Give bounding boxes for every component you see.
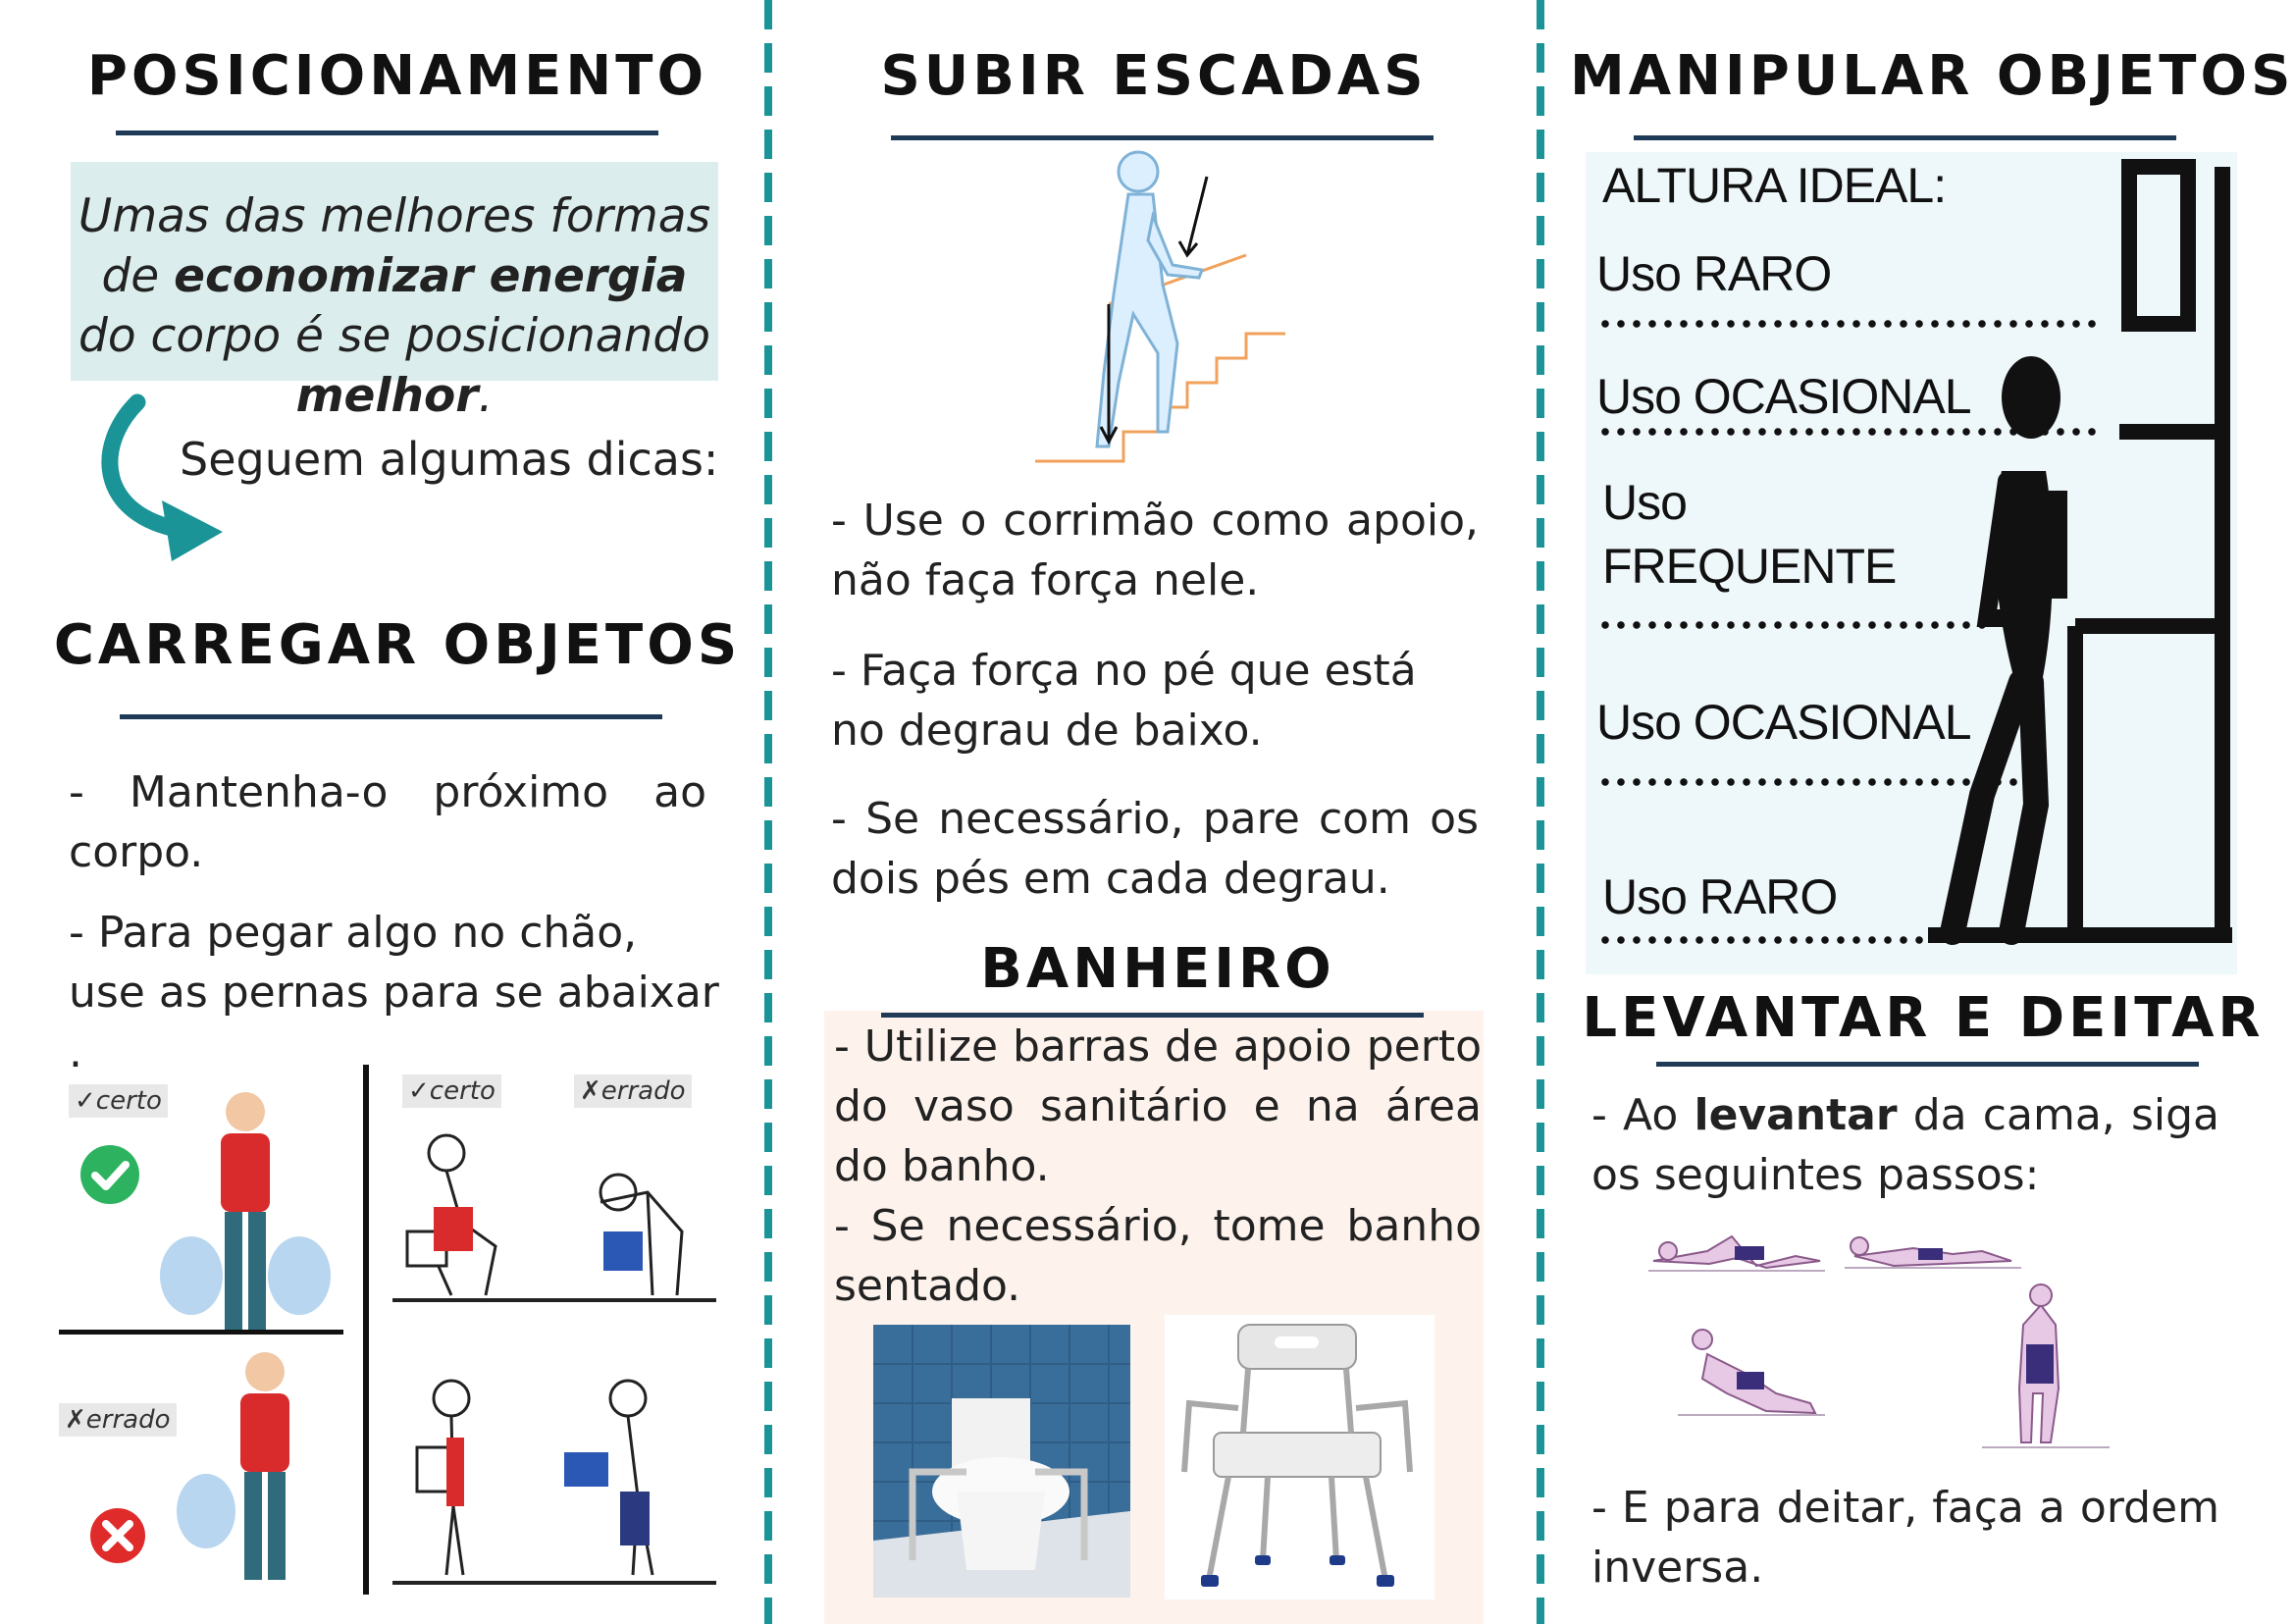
panel-divider bbox=[59, 1330, 343, 1335]
stairs-figure bbox=[1030, 147, 1295, 466]
person-carrying-far bbox=[172, 1344, 339, 1590]
tag-certo: ✓certo bbox=[69, 1084, 168, 1118]
shelf-silhouette bbox=[1928, 157, 2237, 952]
ideal-height-title: ALTURA IDEAL: bbox=[1602, 158, 1947, 213]
bath-tip-2: - Se necessário, tome banho sentado. bbox=[834, 1201, 1482, 1311]
tag-errado: ✗errado bbox=[59, 1403, 177, 1437]
heading-rule bbox=[1656, 1062, 2199, 1067]
heading-carregar-objetos: CARREGAR OBJETOS bbox=[53, 613, 742, 677]
heading-levantar-e-deitar: LEVANTAR E DEITAR bbox=[1582, 986, 2265, 1050]
cross-icon bbox=[88, 1506, 147, 1565]
stairs-tip-1: - Use o corrimão como apoio, não faça força nele. bbox=[831, 496, 1479, 605]
bed-tip-1: - Ao levantar da cama, siga os seguintes passos: bbox=[1591, 1090, 2219, 1200]
heading-posicionamento: POSICIONAMENTO bbox=[86, 44, 708, 108]
zone-occasional-top: Uso OCASIONAL bbox=[1596, 369, 1971, 424]
zone-separator bbox=[1597, 936, 1931, 944]
stairs-tip-3: - Se necessário, pare com os dois pés em cada degrau. bbox=[831, 794, 1479, 904]
heading-manipular-objetos: MANIPULAR OBJETOS bbox=[1570, 44, 2295, 108]
zone-frequent-1: Uso bbox=[1602, 475, 1687, 530]
check-icon bbox=[78, 1143, 141, 1206]
heading-rule bbox=[891, 135, 1434, 140]
heading-rule bbox=[1634, 135, 2176, 140]
heading-rule bbox=[116, 131, 658, 135]
tag-certo: ✓certo bbox=[402, 1074, 501, 1108]
vertical-separator bbox=[363, 1065, 369, 1595]
intro-text: Umas das melhores formas de economizar energia do corpo é se posicionando melhor. bbox=[78, 189, 711, 423]
bed-steps-figures bbox=[1648, 1197, 2159, 1492]
heading-banheiro: BANHEIRO bbox=[980, 937, 1335, 1001]
stairs-tip-2: - Faça força no pé que está no degrau de baixo. bbox=[831, 646, 1417, 756]
zone-occasional-bottom: Uso OCASIONAL bbox=[1596, 695, 1971, 750]
illustration-carry-bags bbox=[54, 1065, 348, 1614]
heading-rule bbox=[120, 714, 662, 719]
carry-tip-2: - Para pegar algo no chão, use as pernas para se abaixar . bbox=[69, 908, 719, 1077]
zone-frequent-2: FREQUENTE bbox=[1602, 539, 1897, 594]
shower-chair-photo bbox=[1165, 1315, 1434, 1599]
tag-errado: ✗errado bbox=[574, 1074, 692, 1108]
bed-tip-2: - E para deitar, faça a ordem inversa. bbox=[1591, 1483, 2219, 1593]
toilet-support-photo bbox=[873, 1325, 1130, 1598]
column-divider-left bbox=[764, 0, 772, 1624]
bath-tip-1: - Utilize barras de apoio perto do vaso sanitário e na área do banho. bbox=[834, 1022, 1482, 1191]
person-carrying-close bbox=[152, 1084, 339, 1349]
carry-tip-1: - Mantenha-o próximo ao corpo. bbox=[69, 767, 706, 877]
tips-label: Seguem algumas dicas: bbox=[180, 433, 719, 486]
column-divider-right bbox=[1537, 0, 1544, 1624]
zone-rare-bottom: Uso RARO bbox=[1602, 869, 1838, 924]
illustration-lifting bbox=[392, 1074, 716, 1595]
heading-subir-escadas: SUBIR ESCADAS bbox=[880, 44, 1428, 108]
lifting-figures bbox=[392, 1114, 716, 1595]
zone-rare-top: Uso RARO bbox=[1596, 246, 1832, 301]
